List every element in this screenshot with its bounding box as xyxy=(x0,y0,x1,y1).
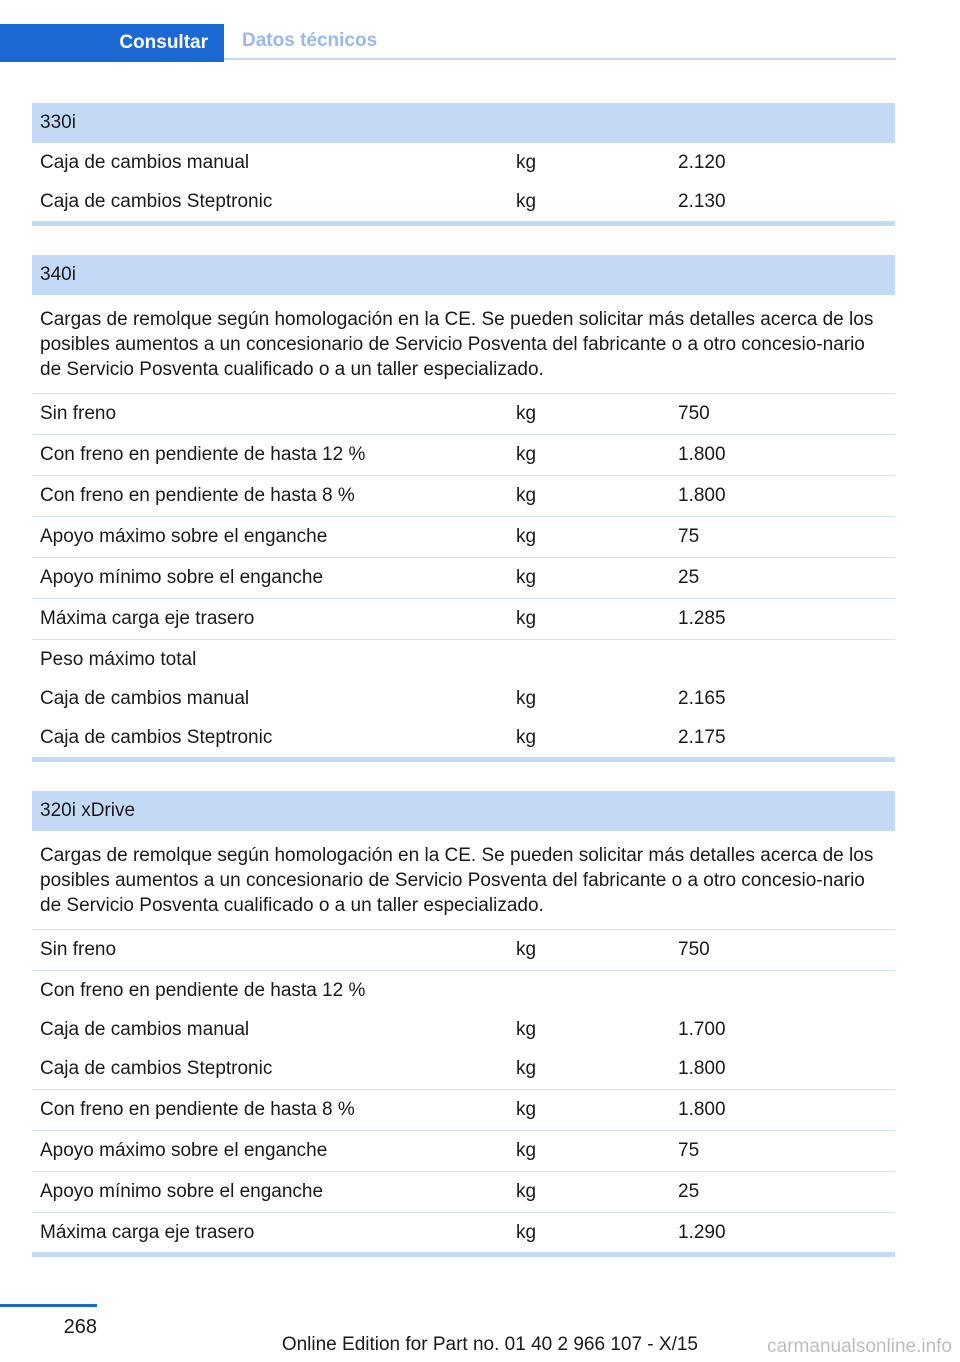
table-bottom-rule xyxy=(32,1252,895,1257)
table-row xyxy=(32,394,895,435)
row-value: 1.800 xyxy=(678,444,726,465)
edition-text: Online Edition for Part no. 01 40 2 966 107 - X/15 xyxy=(281,1334,698,1355)
section-header xyxy=(0,24,896,62)
table-note: Cargas de remolque según homologación en la CE. Se pueden solicitar más detalles acerca de los posibles aumentos a un concesionario de Servicio Posventa del fabricante o a otro concesio-nario de Servicio Posventa cualificado o a un taller especializado. xyxy=(32,295,895,394)
watermark: carmanualsonline.info xyxy=(767,1336,952,1357)
table-note: Cargas de remolque según homologación en la CE. Se pueden solicitar más detalles acerca de los posibles aumentos a un concesionario de Servicio Posventa del fabricante o a otro concesio-nario de Servicio Posventa cualificado o a un taller especializado. xyxy=(32,831,895,930)
row-value: 1.800 xyxy=(678,485,726,506)
row-value: 2.130 xyxy=(678,190,726,212)
table-row xyxy=(32,476,895,517)
row-unit: kg xyxy=(516,1018,537,1040)
row-unit: kg xyxy=(516,1221,537,1243)
row-value: 750 xyxy=(678,403,710,424)
row-unit: kg xyxy=(516,151,537,173)
row-unit: kg xyxy=(516,1099,537,1120)
row-unit: kg xyxy=(516,190,537,212)
row-value: 75 xyxy=(678,526,700,547)
row-unit: kg xyxy=(516,939,537,960)
table-bottom-rule xyxy=(32,757,895,762)
row-label: Caja de cambios Steptronic xyxy=(40,190,273,212)
table-row xyxy=(32,143,895,182)
row-label: Caja de cambios manual xyxy=(40,151,250,173)
table-row xyxy=(32,971,895,1010)
spec-table xyxy=(32,255,895,762)
row-label: Apoyo mínimo sobre el enganche xyxy=(40,567,324,588)
row-label: Con freno en pendiente de hasta 12 % xyxy=(40,444,366,465)
footer-accent-line xyxy=(0,1304,97,1307)
table-row xyxy=(32,435,895,476)
row-value: 25 xyxy=(678,1181,700,1202)
row-value: 2.120 xyxy=(678,151,726,173)
row-label: Caja de cambios manual xyxy=(40,1018,250,1040)
row-value: 1.290 xyxy=(678,1221,726,1243)
row-value: 25 xyxy=(678,567,700,588)
table-row xyxy=(32,679,895,718)
row-unit: kg xyxy=(516,444,537,465)
row-label: Apoyo mínimo sobre el enganche xyxy=(40,1181,324,1202)
row-value: 2.175 xyxy=(678,726,726,748)
table-row xyxy=(32,718,895,757)
row-label: Con freno en pendiente de hasta 8 % xyxy=(40,1099,355,1120)
table-row xyxy=(32,599,895,640)
table-row xyxy=(32,1049,895,1090)
row-value: 1.285 xyxy=(678,608,726,629)
table-row xyxy=(32,1172,895,1213)
spec-table xyxy=(32,103,895,226)
row-unit: kg xyxy=(516,1058,537,1079)
table-row xyxy=(32,1090,895,1131)
page-number: 268 xyxy=(63,1316,97,1338)
row-label: Máxima carga eje trasero xyxy=(40,1221,255,1243)
tab-consultar[interactable]: Consultar xyxy=(0,24,224,62)
table-row xyxy=(32,930,895,971)
row-value: 75 xyxy=(678,1140,700,1161)
table-row xyxy=(32,558,895,599)
row-unit: kg xyxy=(516,1140,537,1161)
table-row xyxy=(32,1010,895,1049)
row-value: 1.800 xyxy=(678,1058,726,1079)
row-unit: kg xyxy=(516,608,537,629)
table-title: 320i xDrive xyxy=(32,791,895,831)
row-unit: kg xyxy=(516,485,537,506)
row-label: Apoyo máximo sobre el enganche xyxy=(40,526,328,547)
row-label: Máxima carga eje trasero xyxy=(40,608,255,629)
row-label: Apoyo máximo sobre el enganche xyxy=(40,1140,328,1161)
row-label: Caja de cambios manual xyxy=(40,687,250,709)
tab-datos-tecnicos[interactable]: Datos técnicos xyxy=(224,24,896,60)
row-label: Sin freno xyxy=(40,403,117,424)
row-unit: kg xyxy=(516,567,537,588)
technical-tables xyxy=(32,103,895,1286)
row-label: Peso máximo total xyxy=(40,648,197,670)
table-row xyxy=(32,1131,895,1172)
table-bottom-rule xyxy=(32,221,895,226)
row-value: 1.700 xyxy=(678,1018,726,1040)
table-title: 340i xyxy=(32,255,895,295)
row-value: 1.800 xyxy=(678,1099,726,1120)
row-label: Caja de cambios Steptronic xyxy=(40,1058,273,1079)
spec-table xyxy=(32,791,895,1257)
table-row xyxy=(32,1213,895,1252)
row-unit: kg xyxy=(516,687,537,709)
row-value: 2.165 xyxy=(678,687,726,709)
row-value: 750 xyxy=(678,939,710,960)
row-label: Sin freno xyxy=(40,939,117,960)
row-unit: kg xyxy=(516,526,537,547)
row-unit: kg xyxy=(516,726,537,748)
table-row xyxy=(32,517,895,558)
row-unit: kg xyxy=(516,1181,537,1202)
row-unit: kg xyxy=(516,403,537,424)
row-label: Con freno en pendiente de hasta 8 % xyxy=(40,485,355,506)
table-row xyxy=(32,182,895,221)
row-label: Caja de cambios Steptronic xyxy=(40,726,273,748)
table-row xyxy=(32,640,895,679)
table-title: 330i xyxy=(32,103,895,143)
row-label: Con freno en pendiente de hasta 12 % xyxy=(40,979,366,1001)
